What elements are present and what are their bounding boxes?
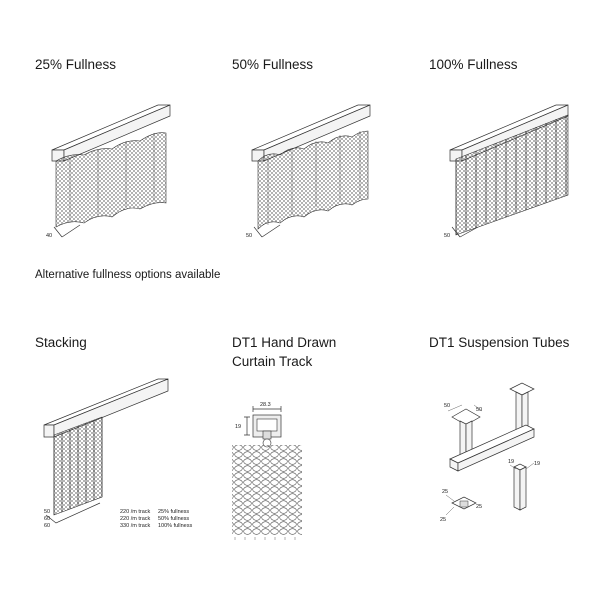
- clip-dim-c: 25: [440, 517, 447, 523]
- dt1-tubes-diagram: [430, 375, 595, 535]
- tube-dim-b: 19: [534, 461, 541, 467]
- stack-fullness-2: 50% fullness: [158, 516, 190, 522]
- panel-title-50: 50% Fullness: [232, 57, 314, 72]
- stack-fullness-3: 100% fullness: [158, 523, 193, 529]
- fullness-note: Alternative fullness options available: [35, 269, 221, 281]
- panel-dimension-50: 50: [246, 233, 253, 239]
- curtain-100-diagram: [438, 95, 588, 245]
- curtain-50-diagram: [240, 95, 390, 245]
- stacking-title: Stacking: [35, 335, 87, 350]
- stack-depth-3: 60: [44, 523, 51, 529]
- dt1-track-diagram: [225, 395, 305, 545]
- panel-dimension-100: 50: [444, 233, 451, 239]
- clip-dim-a: 25: [442, 489, 449, 495]
- panel-dimension-25: 40: [46, 233, 53, 239]
- stack-depth-2: 60: [44, 516, 51, 522]
- tube-dim-a: 19: [508, 459, 515, 465]
- dt1-width-dim: 28.3: [260, 402, 271, 408]
- dt1-track-title-line1: DT1 Hand Drawn: [232, 335, 337, 350]
- panel-title-25: 25% Fullness: [35, 57, 117, 72]
- stack-fullness-1: 25% fullness: [158, 509, 190, 515]
- panel-title-100: 100% Fullness: [429, 57, 518, 72]
- plate-dim-b: 50: [476, 407, 483, 413]
- dt1-track-title-line2: Curtain Track: [232, 354, 313, 369]
- dt1-height-dim: 19: [235, 424, 242, 430]
- dt1-tubes-title: DT1 Suspension Tubes: [429, 335, 570, 350]
- plate-dim-a: 50: [444, 403, 451, 409]
- curtain-25-diagram: [40, 95, 190, 245]
- clip-dim-b: 25: [476, 504, 483, 510]
- stack-track-3: 330 /m track: [120, 523, 151, 529]
- stack-track-1: 220 /m track: [120, 509, 151, 515]
- stack-track-2: 220 /m track: [120, 516, 151, 522]
- stack-depth-1: 50: [44, 509, 51, 515]
- stacking-diagram: [40, 375, 210, 535]
